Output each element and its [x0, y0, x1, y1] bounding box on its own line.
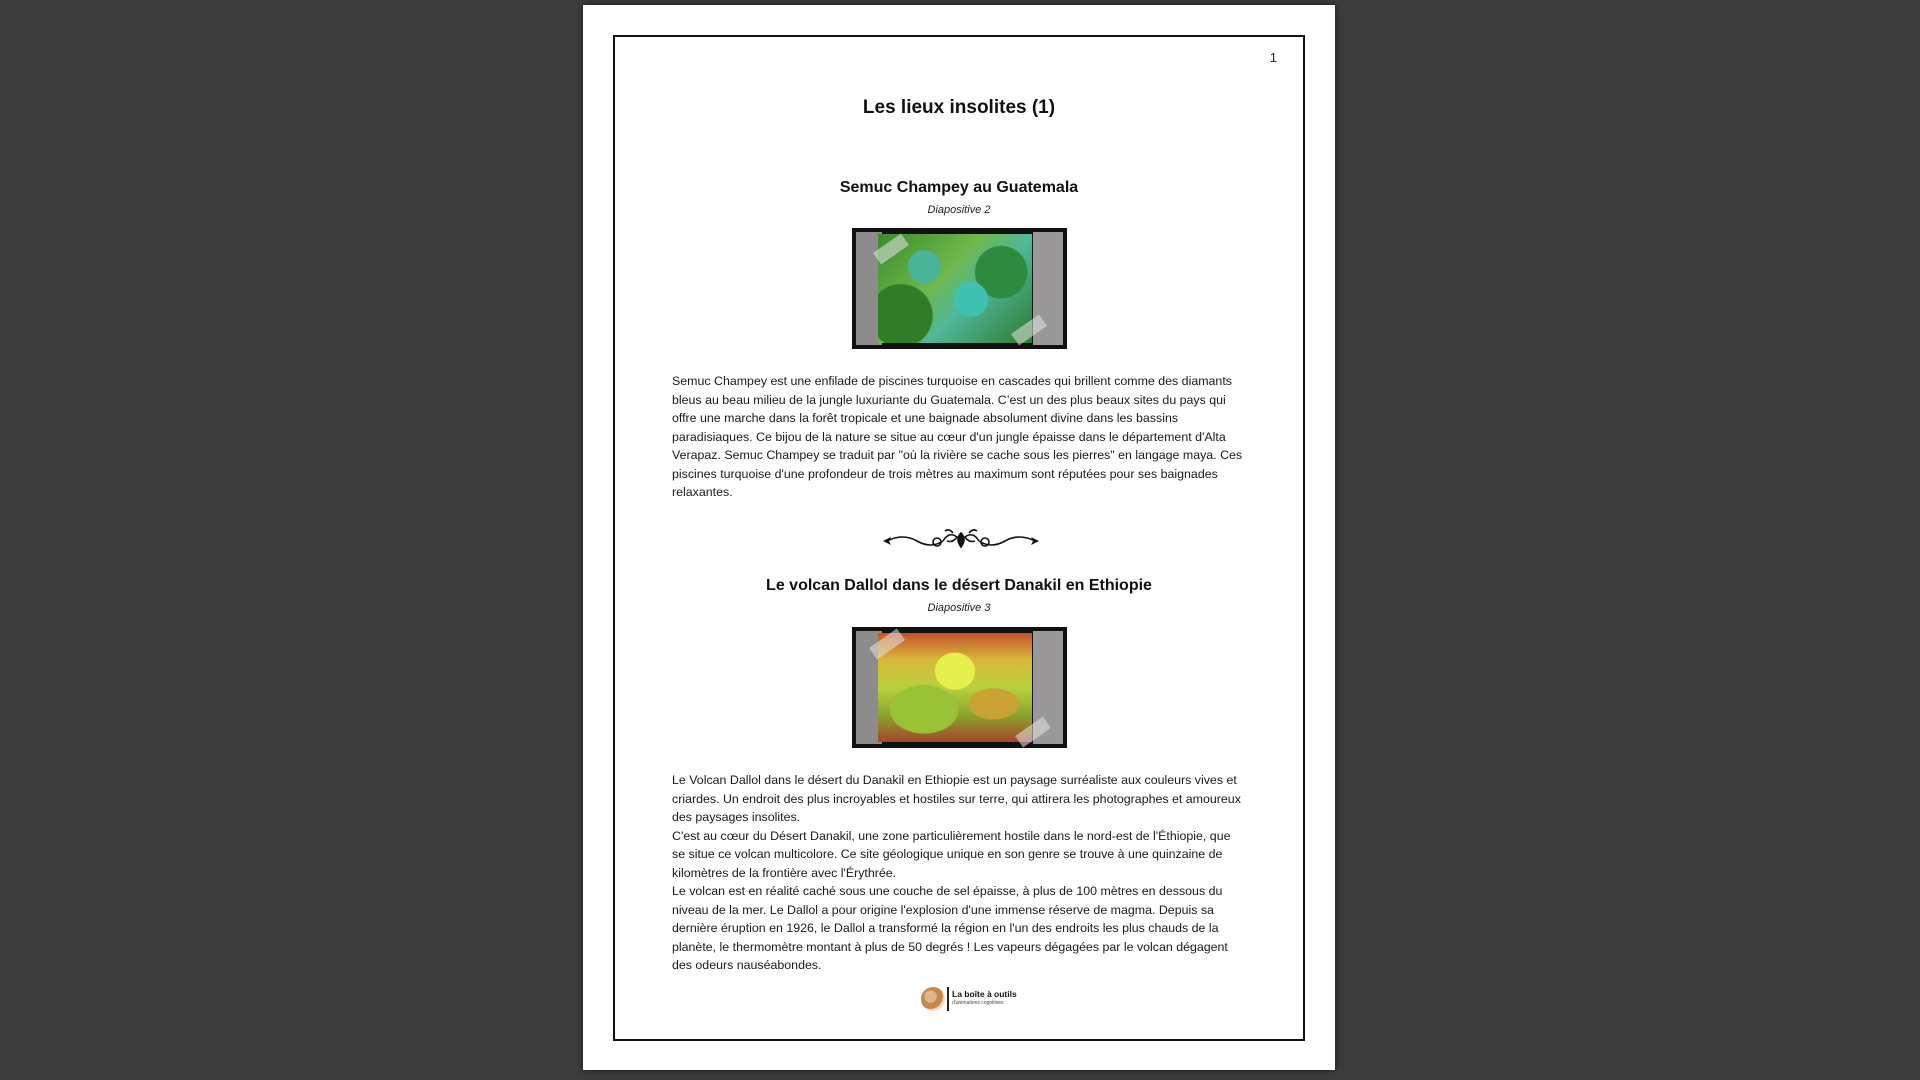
logo-text: La boîte à outils — [952, 989, 1017, 999]
document-page — [583, 5, 1335, 1070]
dallol-volcano-image — [878, 633, 1032, 742]
section-subtitle-semuc-champey: Diapositive 2 — [927, 204, 991, 216]
page-title: Les lieux insolites (1) — [862, 97, 1056, 118]
page-number: 1 — [1269, 50, 1277, 65]
ornament-divider-icon — [883, 527, 1039, 555]
logo-divider — [947, 987, 949, 1011]
section-title-dallol: Le volcan Dallol dans le désert Danakil en Ethiopie — [766, 577, 1152, 594]
footer-logo — [921, 985, 1017, 1013]
section-body-dallol — [672, 771, 1246, 975]
paragraph: Le volcan est en réalité caché sous une couche de sel épaisse, à plus de 100 mètres en dessous du niveau de la mer. Le Dallol a pour origine l'explosion d'une immense réserve de magma. Depuis sa dernière éruption en 1926, le Dallol a transformé la région en l'un des endroits les plus chauds de la planète, le thermomètre montant à plus de 50 degrés ! Les vapeurs dégagées par le volcan dégagent des odeurs nauséabondes. — [672, 884, 1228, 972]
section-body-semuc-champey — [672, 372, 1246, 502]
paragraph: Le Volcan Dallol dans le désert du Danakil en Ethiopie est un paysage surréaliste aux couleurs vives et criardes. Un endroit des plus incroyables et hostiles sur terre, qui attirera les photographes et amoureux des paysages insolites. — [672, 773, 1241, 824]
section-title-semuc-champey: Semuc Champey au Guatemala — [839, 179, 1079, 196]
logo-subtext: d'animations cognitives — [952, 1000, 1004, 1006]
semuc-champey-photo — [852, 228, 1067, 349]
paragraph: C'est au cœur du Désert Danakil, une zone particulièrement hostile dans le nord-est de l'Éthiopie, que se situe ce volcan multicolore. Ce site géologique unique en son genre se trouve à une quinzaine de kilomètres de la frontière avec l'Érythrée. — [672, 828, 1231, 880]
brain-icon — [921, 987, 945, 1011]
paragraph: Semuc Champey est une enfilade de piscines turquoise en cascades qui brillent comme des diamants bleus au beau milieu de la jungle luxuriante du Guatemala. C’est un des plus beaux sites du pays qui offre une marche dans la forêt tropicale et une baignade absolument divine dans les bassins paradisiaques. Ce bijou de la nature se situe au cœur d'un jungle épaisse dans le département d'Alta Verapaz. Semuc Champey se traduit par "où la rivière se cache sous les pierres" en langage maya. Ces piscines turquoise d'une profondeur de trois mètres au maximum sont réputées pour ses baignades relaxantes. — [672, 374, 1243, 499]
dallol-volcano-photo — [852, 627, 1067, 748]
section-subtitle-dallol: Diapositive 3 — [927, 602, 991, 614]
